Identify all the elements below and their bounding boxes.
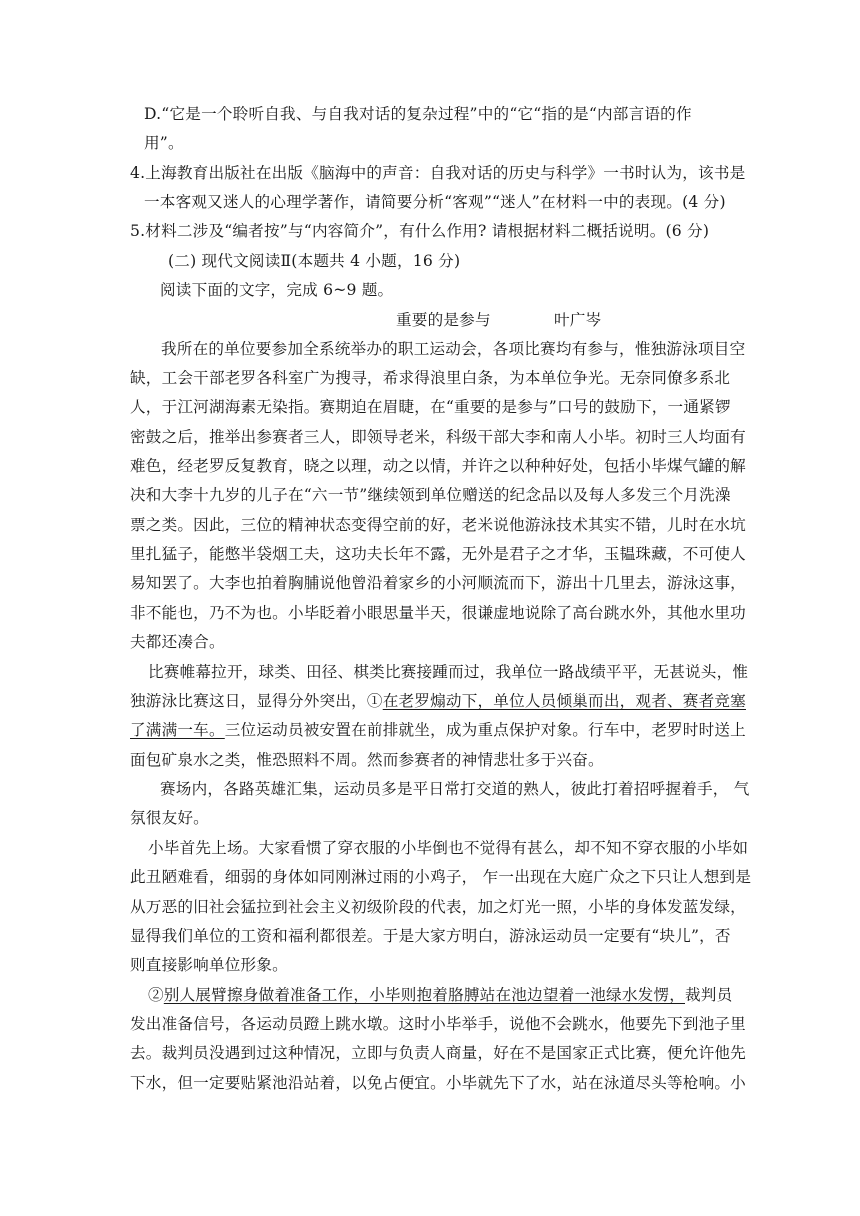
paragraph-line: 面包矿泉水之类，惟恐照料不周。然而参赛者的神情悲壮多于兴奋。 bbox=[130, 751, 604, 769]
underlined-sentence-1: 在老罗煽动下，单位人员倾巢而出，观者、赛者竞塞 bbox=[382, 692, 746, 710]
article-title: 重要的是参与 bbox=[396, 311, 491, 329]
paragraph-line: 决和大李十九岁的儿子在“六一节”继续领到单位赠送的纪念品以及每人多发三个月洗澡 bbox=[130, 486, 731, 504]
paragraph-line: 小毕首先上场。大家看惯了穿衣服的小毕倒也不觉得有甚么，却不知不穿衣服的小毕如 bbox=[148, 839, 749, 857]
paragraph-line: 显得我们单位的工资和福利都很差。于是大家方明白，游泳运动员一定要有“块儿”，否 bbox=[130, 927, 731, 945]
instruction-line: 阅读下面的文字，完成 6~9 题。 bbox=[160, 281, 394, 299]
text-line: D.“它是一个聆听自我、与自我对话的复杂过程”中的“它“指的是“内部言语的作 bbox=[144, 105, 692, 123]
text-line: 一本客观又迷人的心理学著作，请简要分析“客观”“迷人”在材料一中的表现。(4 分) bbox=[144, 193, 726, 211]
underlined-sentence-2: 别人展臂擦身做着准备工作，小毕则抱着胳膊站在池边望着一池绿水发愣， bbox=[163, 986, 685, 1004]
paragraph-line bbox=[148, 985, 732, 1005]
article-author: 叶广岑 bbox=[554, 311, 602, 329]
paragraph-line: 我所在的单位要参加全系统举办的职工运动会，各项比赛均有参与，惟独游泳项目空 bbox=[161, 340, 746, 358]
paragraph-line: 夫都还凑合。 bbox=[130, 633, 225, 651]
paragraph-line: 去。裁判员没遇到过这种情况，立即与负责人商量，好在不是国家正式比赛，便允许他先 bbox=[130, 1044, 746, 1062]
question-5-line: 5.材料二涉及“编者按”与“内容简介”，有什么作用? 请根据材料二概括说明。(6 分) bbox=[130, 222, 710, 240]
paragraph-text: 裁判员 bbox=[685, 986, 733, 1004]
marker-2: ② bbox=[148, 986, 164, 1004]
paragraph-line bbox=[130, 691, 746, 711]
paragraph-line: 非不能也，乃不为也。小毕眨着小眼思量半天，很谦虚地说除了高台跳水外，其他水里功 bbox=[130, 604, 746, 622]
paragraph-line: 赛场内，各路英雄汇集，运动员多是平日常打交道的熟人，彼此打着招呼握着手， 气 bbox=[160, 780, 750, 798]
paragraph-text: 三位运动员被安置在前排就坐，成为重点保护对象。行车中，老罗时时送上 bbox=[224, 721, 746, 739]
paragraph-line: 密鼓之后，推举出参赛者三人，即领导老米，科级干部大李和南人小毕。初时三人均面有 bbox=[130, 428, 746, 446]
marker-1: ① bbox=[366, 692, 383, 710]
paragraph-line bbox=[130, 720, 746, 740]
paragraph-text: 独游泳比赛这日，显得分外突出， bbox=[130, 692, 367, 710]
section-heading: (二) 现代文阅读Ⅱ(本题共 4 小题，16 分) bbox=[168, 252, 461, 270]
paragraph-line: 此丑陋难看，细弱的身体如同刚淋过雨的小鸡子， 乍一出现在大庭广众之下只让人想到是 bbox=[130, 868, 752, 886]
text-line: 用”。 bbox=[144, 134, 184, 152]
paragraph-line: 比赛帷幕拉开，球类、田径、棋类比赛接踵而过，我单位一路战绩平平，无甚说头，惟 bbox=[148, 663, 749, 681]
paragraph-line: 氛很友好。 bbox=[130, 809, 209, 827]
paragraph-line: 票之类。因此，三位的精神状态变得空前的好，老米说他游泳技术其实不错，儿时在水坑 bbox=[130, 516, 746, 534]
paragraph-line: 下水，但一定要贴紧池沿站着，以免占便宜。小毕就先下了水，站在泳道尽头等枪响。小 bbox=[130, 1074, 746, 1092]
paragraph-line: 人，于江河湖海素无染指。赛期迫在眉睫，在“重要的是参与”口号的鼓励下，一通紧锣 bbox=[130, 398, 731, 416]
paragraph-line: 难色，经老罗反复教育，晓之以理，动之以情，并许之以种种好处，包括小毕煤气罐的解 bbox=[130, 457, 746, 475]
paragraph-line: 易知罢了。大李也拍着胸脯说他曾沿着家乡的小河顺流而下，游出十几里去，游泳这事， bbox=[130, 574, 746, 592]
paragraph-line: 缺，工会干部老罗各科室广为搜寻，希求得浪里白条，为本单位争光。无奈同僚多系北 bbox=[130, 369, 731, 387]
paragraph-line: 则直接影响单位形象。 bbox=[130, 956, 288, 974]
underlined-sentence-1-end: 了满满一车。 bbox=[130, 721, 225, 739]
paragraph-line: 发出准备信号，各运动员蹬上跳水墩。这时小毕举手，说他不会跳水，他要先下到池子里 bbox=[130, 1015, 746, 1033]
paragraph-line: 里扎猛子，能憋半袋烟工夫，这功夫长年不露，无外是君子之才华，玉韫珠藏，不可使人 bbox=[130, 545, 746, 563]
paragraph-line: 从万恶的旧社会猛拉到社会主义初级阶段的代表，加之灯光一照，小毕的身体发蓝发绿， bbox=[130, 898, 746, 916]
question-4-line: 4.上海教育出版社在出版《脑海中的声音：自我对话的历史与科学》一书时认为，该书是 bbox=[130, 164, 746, 182]
